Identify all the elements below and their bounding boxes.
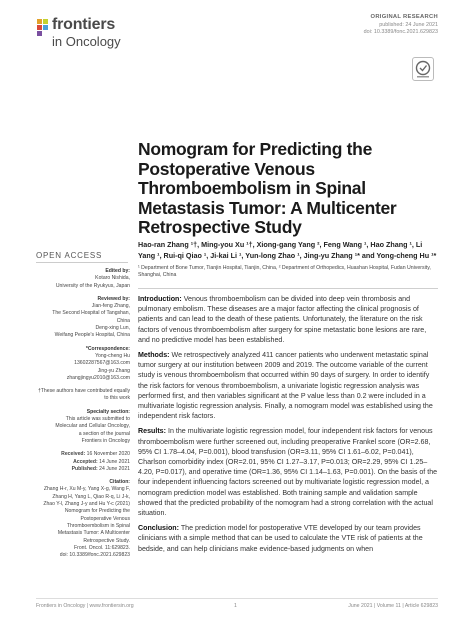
footer-journal-site[interactable]: Frontiers in Oncology | www.frontiersin.org xyxy=(36,603,134,609)
citation-line: Thromboembolism in Spinal xyxy=(66,522,130,529)
specialty-heading: Specialty section: xyxy=(86,408,130,415)
abstract-methods: Methods: We retrospectively analyzed 411 cancer patients who underwent metastatic spinal tumor surgery at our institution between 2009 and 2019. The outcome variable of the current study is venous thromboembolism that occurred within 90 days of surgery. In order to identify the risk factors for venous thromboembolism, a univariate logistic regression analysis was performed first, and then variables significant at the P value less than 0.2 were included in a multivariate logistic regression analysis. Finally, a nomogram model was established using the independent risk factors. xyxy=(138,351,433,421)
citation-heading: Citation: xyxy=(109,479,130,486)
citation-line: Nomogram for Predicting the xyxy=(64,508,130,515)
reviewer-line: China xyxy=(116,317,130,324)
doi[interactable]: doi: 10.3389/fonc.2021.629823 xyxy=(363,29,438,36)
correspondence-email[interactable]: zhangjingyu2010@163.com xyxy=(66,374,130,381)
reviewer-line: The Second Hospital of Tangshan, xyxy=(52,310,130,317)
accepted-label: Accepted: xyxy=(73,458,98,465)
received-date: Received: 16 November 2020 xyxy=(61,451,130,458)
specialty-line: This article was submitted to xyxy=(65,416,130,423)
divider xyxy=(36,262,128,263)
article-title: Nomogram for Predicting the Postoperative Venous Thromboembolism in Spinal Metastasis Tumor: A Multicenter Retrospective Study xyxy=(138,139,397,238)
citation-line: Retrospective Study. xyxy=(83,537,130,544)
author-list: Hao-ran Zhang ¹†, Ming-you Xu ¹†, Xiong-gang Yang ², Feng Wang ¹, Hao Zhang ¹, Li Yang ¹, Rui-qi Qiao ¹, Ji-kai Li ¹, Yun-long Zhao ¹, Jing-yu Zhang ¹* and Yong-cheng Hu ¹* xyxy=(138,240,437,261)
received-label: Received: xyxy=(61,451,86,458)
abstract xyxy=(138,294,438,559)
citation-line: Zhang H-r, Xu M-y, Yang X-g, Wang F, xyxy=(43,486,130,493)
conclusion-heading: Conclusion: xyxy=(138,524,179,533)
sidebar xyxy=(36,268,130,559)
frontiers-logo-icon xyxy=(36,18,50,42)
check-for-updates-icon xyxy=(413,58,433,80)
citation-line: Metastasis Tumor: A Multicenter xyxy=(57,530,130,537)
correspondence-email[interactable]: 13602287567@163.com xyxy=(74,360,130,367)
specialty-line: Molecular and Cellular Oncology, xyxy=(55,423,130,430)
abstract-introduction: Introduction: Venous thromboembolism can be divided into deep vein thrombosis and pulmonary embolism. These diseases are a major factor affecting the clinical prognosis of patients and can lead to the death of these patients. Unfortunately, the literature on the risk factors of venous thromboembolism after surgery for spine metastatic bone lesions are rare, and no predictive model has been established. xyxy=(138,295,427,344)
reviewed-by-heading: Reviewed by: xyxy=(97,295,130,302)
published-date-side: Published: 24 June 2021 xyxy=(71,465,130,472)
citation-line: Front. Oncol. 11:629823. xyxy=(74,544,130,551)
abstract-conclusion: Conclusion: The prediction model for postoperative VTE developed by our team provides clinicians with a simple method that can be used to calculate the VTE risk of patients at the bedside, and can help clinicians make evidence-based judgments on when xyxy=(138,524,423,553)
correspondence-name: Yong-cheng Hu xyxy=(95,352,130,359)
article-type: ORIGINAL RESEARCH xyxy=(370,14,438,20)
correspondence-name: Jing-yu Zhang xyxy=(97,367,130,374)
accepted-date: Accepted: 14 June 2021 xyxy=(73,458,130,465)
equal-contribution-note: †These authors have contributed equally to this work xyxy=(37,388,130,402)
open-access-label: OPEN ACCESS xyxy=(36,251,103,260)
reviewer-line: Jian-feng Zhang, xyxy=(91,303,130,310)
logo-wordmark: frontiers xyxy=(52,16,116,33)
affiliations: ¹ Department of Bone Tumor, Tianjin Hospital, Tianjin, China, ² Department of Orthopedics, Huashan Hospital, Fudan University, Shanghai, China xyxy=(138,265,431,278)
abstract-divider xyxy=(138,288,438,289)
citation-line: Zhao Y-l, Zhang J-y and Hu Y-c (2021) xyxy=(43,501,130,508)
footer-issue: June 2021 | Volume 11 | Article 629823 xyxy=(348,603,438,609)
logo-journal-name: in Oncology xyxy=(52,34,121,49)
published-date: published: 24 June 2021 xyxy=(379,21,438,28)
specialty-line: Frontiers in Oncology xyxy=(81,437,130,444)
citation-doi[interactable]: doi: 10.3389/fonc.2021.629823 xyxy=(59,552,130,559)
editor-line: University of the Ryukyus, Japan xyxy=(55,282,130,289)
reviewer-line: Weifang People's Hospital, China xyxy=(54,332,130,339)
check-for-updates-button[interactable] xyxy=(412,57,434,81)
citation-line: Postoperative Venous xyxy=(80,515,130,522)
specialty-line: a section of the journal xyxy=(78,430,130,437)
results-heading: Results: xyxy=(138,427,166,436)
abstract-results: Results: In the multivariate logistic regression model, four independent risk factors for venous thromboembolism were further screened out, including preoperative Frankel score (OR=2.68, 95% CI 1.78–4.04, P=0.001), blood transfusion (OR=3.11, 95% CI 1.61–6.02, P=0.041), Charlson comorbidity index (OR=2.01, 95% CI 1.27–3.17, P=0.013; OR=2.29, 95% CI 1.25–4.20, P=0.017), and operative time (OR=1.36, 95% CI 1.14–1.63, P=0.001). On the basis of the four independent influencing factors screened out by multivariate logistic regression model, a nomogram prediction model was established. Both training sample and validation sample showed that the predicted probability of the nomogram had a strong correlation with the actual situation. xyxy=(138,427,438,518)
article-meta xyxy=(364,14,438,37)
footer-divider xyxy=(36,598,438,599)
correspondence-heading: *Correspondence: xyxy=(85,345,130,352)
footer-page-number: 1 xyxy=(234,603,237,609)
journal-logo[interactable] xyxy=(36,14,136,50)
reviewer-line: Deng-xing Lun, xyxy=(95,325,130,332)
citation-line: Zhang H, Yang L, Qiao R-q, Li J-k, xyxy=(52,493,130,500)
edited-by-heading: Edited by: xyxy=(105,268,130,274)
published-label: Published: xyxy=(71,465,98,472)
methods-heading: Methods: xyxy=(138,351,170,360)
editor-line: Kotaro Nishida, xyxy=(95,275,130,282)
introduction-heading: Introduction: xyxy=(138,295,182,303)
